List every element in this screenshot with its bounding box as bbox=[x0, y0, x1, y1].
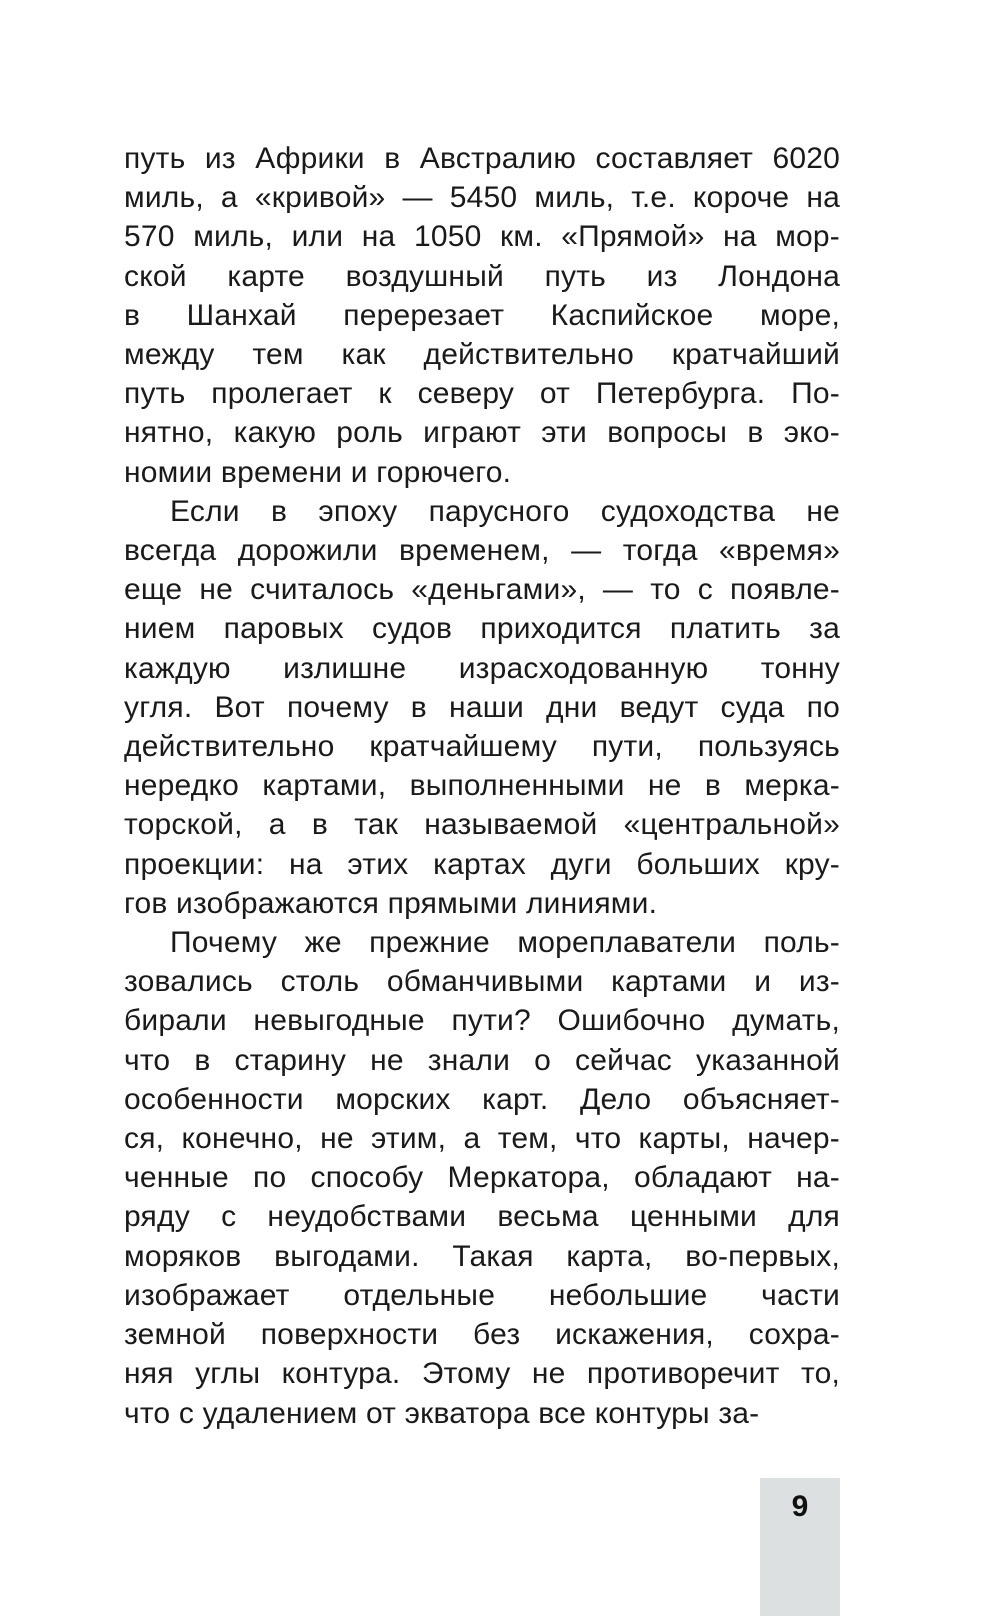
text-line: ской карте воздушный путь из Лондона bbox=[124, 259, 840, 293]
text-line: нередко картами, выполненными не в мерка- bbox=[124, 769, 840, 803]
text-line: бирали невыгодные пути? Ошибочно думать, bbox=[124, 1004, 840, 1038]
text-line: зовались столь обманчивыми картами и из- bbox=[124, 965, 840, 999]
text-line: еще не считалось «деньгами», — то с появле- bbox=[124, 573, 840, 607]
text-line: ряду с неудобствами весьма ценными для bbox=[124, 1200, 840, 1234]
text-line: изображает отдельные небольшие части bbox=[124, 1278, 840, 1312]
text-line: особенности морских карт. Дело объясняет- bbox=[124, 1082, 840, 1116]
paragraph bbox=[124, 923, 840, 1433]
text-line: угля. Вот почему в наши дни ведут суда по bbox=[124, 690, 840, 724]
text-line: Почему же прежние мореплаватели поль- bbox=[170, 926, 840, 960]
text-line: моряков выгодами. Такая карта, во-первых, bbox=[124, 1239, 840, 1273]
page-number: 9 bbox=[791, 1490, 809, 1523]
text-line: путь пролегает к северу от Петербурга. По- bbox=[124, 377, 840, 411]
text-line: что в старину не знали о сейчас указанной bbox=[124, 1043, 840, 1077]
text-line: торской, а в так называемой «центральной» bbox=[124, 808, 840, 842]
text-line: в Шанхай перерезает Каспийское море, bbox=[124, 298, 840, 332]
text-line: ся, конечно, не этим, а тем, что карты, начер- bbox=[124, 1122, 840, 1156]
text-line: ченные по способу Меркатора, обладают на- bbox=[124, 1161, 840, 1195]
text-line: гов изображаются прямыми линиями. bbox=[124, 886, 658, 920]
page-number-tab bbox=[760, 1478, 840, 1616]
text-line: нием паровых судов приходится платить за bbox=[124, 612, 840, 646]
text-line: няя углы контура. Этому не противоречит то, bbox=[124, 1357, 840, 1391]
text-line: каждую излишне израсходованную тонну bbox=[124, 651, 840, 685]
text-line: земной поверхности без искажения, сохра- bbox=[124, 1318, 840, 1352]
text-line: между тем как действительно кратчайший bbox=[124, 338, 840, 372]
text-line: миль, а «кривой» — 5450 миль, т.е. короче на bbox=[124, 181, 840, 215]
text-line: всегда дорожили временем, — тогда «время» bbox=[124, 534, 840, 568]
text-line: Если в эпоху парусного судоходства не bbox=[170, 494, 840, 528]
text-line: проекции: на этих картах дуги больших кру- bbox=[124, 847, 840, 881]
text-line: 570 миль, или на 1050 км. «Прямой» на мор- bbox=[124, 220, 840, 254]
paragraph bbox=[124, 139, 840, 492]
text-line: действительно кратчайшему пути, пользуясь bbox=[124, 730, 840, 764]
body-text bbox=[124, 139, 840, 1433]
text-line: нятно, какую роль играют эти вопросы в эко- bbox=[124, 416, 840, 450]
text-line: номии времени и горючего. bbox=[124, 455, 512, 489]
text-line: путь из Африки в Австралию составляет 6020 bbox=[124, 142, 840, 175]
paragraph bbox=[124, 492, 840, 923]
text-line: что с удалением от экватора все контуры за- bbox=[124, 1396, 760, 1430]
